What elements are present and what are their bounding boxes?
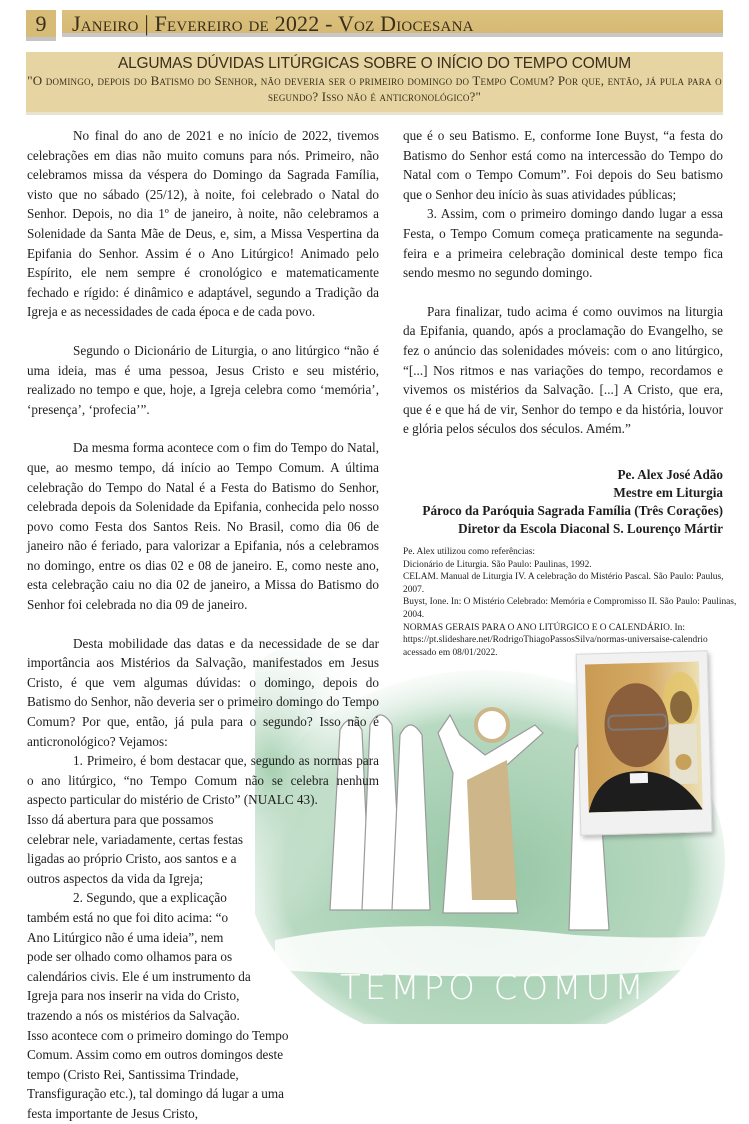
paragraph: Para finalizar, tudo acima é como ouvimos na liturgia da Epifania, quando, após a proclamação do Evangelho, se fez o anúncio das solenidades móveis: com o ano litúrgico, “[...] Nos ritmos e nas variações do tempo, recordamos e vivemos os mistérios da Salvação. [...] A Cristo, que era, que é e que há de vir, Senhor do tempo e da história, louvor e glória pelos séculos dos séculos. Amém.”: [403, 303, 723, 437]
paragraph: 3. Assim, com o primeiro domingo dando lugar a essa Festa, o Tempo Comum começa praticamente na segunda-feira e a primeira celebração dominical deste tempo fica sendo mesmo no segundo domingo.: [403, 206, 723, 281]
article-right-column: [403, 126, 723, 439]
article-title: ALGUMAS DÚVIDAS LITÚRGICAS SOBRE O INÍCIO DO TEMPO COMUM: [118, 55, 631, 72]
paragraph: Isso acontece com o primeiro domingo do Tempo Comum. Assim como em outros domingos deste tempo (Cristo Rei, Santissima Trindade, Transfiguração etc.), tal domingo dá lugar a uma festa importante de Jesus Cristo,: [27, 1027, 289, 1121]
paragraph: Desta mobilidade das datas e da necessidade de se dar importância aos Mistérios da Salvação, manifestados em Jesus Cristo, é que vem algumas dúvidas: o domingo, depois do Batismo do Senhor, não deveria ser o primeiro domingo do Tempo Comum? Por que, então, já pula para o segundo? Isso não é anticronológico? Vejamos:: [27, 635, 379, 749]
author-title: Mestre em Liturgia: [613, 485, 723, 500]
article-title-box: [26, 52, 723, 115]
reference-item: NORMAS GERAIS PARA O ANO LITÚRGICO E O CALENDÁRIO. In:: [403, 622, 685, 633]
references-intro: Pe. Alex utilizou como referências:: [403, 547, 535, 557]
illustration-caption: TEMPO COMUM: [340, 968, 648, 1008]
paragraph: 1. Primeiro, é bom destacar que, segundo as normas para o ano litúrgico, “no Tempo Comum não se celebra nenhum aspecto particular do mistério de Cristo” (NUALC 43).: [27, 753, 379, 808]
paragraph: Da mesma forma acontece com o fim do Tempo do Natal, que, ao mesmo tempo, dá início ao Tempo Comum. A última celebração do Tempo do Natal é a Festa do Batismo do Senhor, celebrada depois da Solenidade da Epifania, conhecida pelo nosso povo como Festa dos Santos Reis. No Brasil, como dia 06 de janeiro não é feriado, para valorizar a Epifania, nós a celebramos no domingo, entre os dias 02 e 08 de janeiro. E, como neste ano, esta celebração caiu no dia 02 de janeiro, a Missa do Batismo do Senhor foi celebrada no dia 09 de janeiro.: [27, 440, 379, 613]
reference-link[interactable]: https://pt.slideshare.net/RodrigoThiagoPassosSilva/normas-universaise-calendrio: [403, 635, 708, 646]
reference-item: Buyst, Ione. In: O Mistério Celebrado: Memória e Compromisso II. São Paulo: Paulinas, 2004.: [403, 597, 737, 620]
paragraph: 2. Segundo, que a explicação também está no que foi dito acima: “o Ano Litúrgico não é uma ideia”, nem pode ser olhado como olhamos para os calendários civis. Ele é um instrumento da Igreja para nos inserir na vida do Cristo, trazendo a nós os mistérios da Salvação.: [27, 890, 251, 1023]
page-number: 9: [26, 10, 56, 41]
author-name: Pe. Alex José Adão: [617, 467, 723, 482]
author-signature: [422, 466, 723, 538]
author-portrait-icon: [585, 662, 703, 813]
references: [403, 546, 743, 659]
paragraph: No final do ano de 2021 e no início de 2022, tivemos celebrações em dias não muito comuns para nós. Primeiro, não celebramos missa da véspera do Domingo da Sagrada Família, visto que no sábado (25/12), à noite, foi celebrado o Natal do Senhor. Depois, no dia 1º de janeiro, à noite, não celebramos a Solenidade da Santa Mãe de Deus, e, sim, a Missa Vespertina da Epifania do Senhor. Assim é o Ano Litúrgico! Animado pelo Espírito, ele nem sempre é cronológico e matematicamente fechado e rígido: é dinâmico e adaptável, segundo a Tradição da Igreja e as necessidades de cada época e de cada povo.: [27, 128, 379, 320]
paragraph: Isso dá abertura para que possamos celebrar nele, variadamente, certas festas ligadas ao próprio Cristo, aos santos e a outros aspectos da vida da Igreja;: [27, 812, 243, 886]
reference-item: acessado em 08/01/2022.: [403, 647, 498, 658]
publication-header: Janeiro | Fevereiro de 2022 - Voz Diocesana: [62, 10, 723, 37]
author-role: Pároco da Paróquia Sagrada Família (Três Corações): [422, 503, 723, 518]
article-left-column: [27, 126, 379, 1124]
reference-item: Dicionário de Liturgia. São Paulo: Paulinas, 1992.: [403, 559, 592, 570]
paragraph: que é o seu Batismo. E, conforme Ione Buyst, “a festa do Batismo do Senhor está como na intercessão do Tempo do Natal com o Tempo Comum”. Foi depois do Seu batismo que o Senhor deu início às suas atividades públicas;: [403, 128, 723, 202]
author-role: Diretor da Escola Diaconal S. Lourenço Mártir: [458, 521, 723, 536]
reference-item: CELAM. Manual de Liturgia IV. A celebração do Mistério Pascal. São Paulo: Paulus, 2007.: [403, 572, 724, 595]
author-photo: [576, 650, 713, 835]
paragraph: Segundo o Dicionário de Liturgia, o ano litúrgico “não é uma ideia, mas é uma pessoa, Jesus Cristo e seu mistério, realizado no tempo e que, hoje, a Igreja celebra como ‘memória’, ‘presença’, ‘profecia’”.: [27, 342, 379, 417]
article-subtitle: "O domingo, depois do Batismo do Senhor, não deveria ser o primeiro domingo do Tempo Comum? Por que, então, já pula para o segundo? Isso não é anticronológico?": [27, 73, 722, 104]
